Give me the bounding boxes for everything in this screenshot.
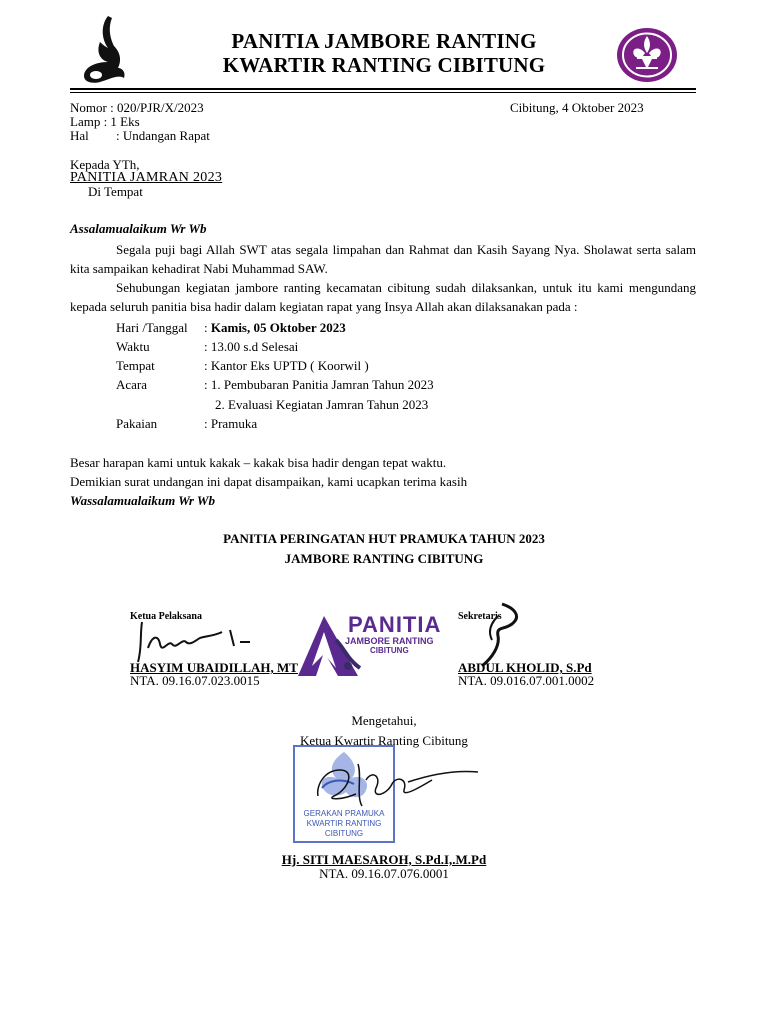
header-title-line2: KWARTIR RANTING CIBITUNG [222, 53, 546, 77]
right-signer-name: ABDUL KHOLID, S.Pd [458, 660, 592, 675]
detail-value-agenda-1: : 1. Pembubaran Panitia Jamran Tahun 2023 [204, 377, 434, 392]
farewell: Wassalamualaikum Wr Wb [70, 493, 215, 508]
greeting: Assalamualaikum Wr Wb [70, 221, 207, 236]
recipient-salutation: Kepada YTh, [70, 157, 140, 172]
recipient-place: Di Tempat [88, 184, 143, 199]
acknowledged-label: Mengetahui, [351, 713, 417, 728]
right-signature-icon [462, 602, 532, 668]
letter-subject-label: Hal [70, 128, 89, 143]
detail-value-agenda-2: 2. Evaluasi Kegiatan Jamran Tahun 2023 [215, 397, 429, 412]
stamp-gerakan-line2: KWARTIR RANTING [306, 819, 382, 828]
detail-value-date: : Kamis, 05 Oktober 2023 [204, 320, 346, 335]
right-signer-role: Sekretaris [458, 611, 502, 622]
right-signer-nta: NTA. 09.016.07.001.0002 [458, 673, 595, 688]
head-signer-nta: NTA. 09.16.07.076.0001 [319, 866, 449, 881]
left-signer-name: HASYIM UBAIDILLAH, MT [130, 660, 298, 675]
committee-line-1: PANITIA PERINGATAN HUT PRAMUKA TAHUN 2023 [223, 531, 545, 546]
stamp-panitia-sub2: CIBITUNG [370, 646, 409, 655]
letter-attachment: Lamp : 1 Eks [70, 114, 140, 129]
detail-label-time: Waktu [116, 339, 150, 354]
stamp-panitia-title: PANITIA [348, 612, 442, 637]
header-rule-thin [70, 92, 696, 93]
stamp-gerakan-line1: GERAKAN PRAMUKA [303, 809, 385, 818]
detail-value-attire: : Pramuka [204, 416, 258, 431]
recipient-name: PANITIA JAMRAN 2023 [70, 170, 223, 185]
detail-value-place: : Kantor Eks UPTD ( Koorwil ) [204, 358, 369, 373]
paragraph-2: Sehubungan kegiatan jambore ranting kecamatan cibitung sudah dilaksankan, untuk itu kami mengundang kepada seluruh panitia bisa hadir dalam kegiatan rapat yang Insya Allah akan dilaksanakan pada : [70, 280, 696, 314]
stamp-panitia-sub1: JAMBORE RANTING [345, 636, 434, 646]
letter-number: Nomor : 020/PJR/X/2023 [70, 100, 204, 115]
detail-label-date: Hari /Tanggal [116, 320, 188, 335]
committee-line-2: JAMBORE RANTING CIBITUNG [284, 551, 484, 566]
header-title-line1: PANITIA JAMBORE RANTING [231, 29, 537, 53]
detail-value-time: : 13.00 s.d Selesai [204, 339, 299, 354]
left-signer-nta: NTA. 09.16.07.023.0015 [130, 673, 260, 688]
letter-subject-value: : Undangan Rapat [116, 128, 210, 143]
tunas-kelapa-logo-icon [78, 12, 130, 86]
detail-label-agenda: Acara [116, 377, 148, 392]
header-rule-thick [70, 88, 696, 90]
head-signer-role: Ketua Kwartir Ranting Cibitung [300, 733, 468, 748]
detail-label-place: Tempat [116, 358, 155, 373]
head-signer-name: Hj. SITI MAESAROH, S.Pd.I,.M.Pd [281, 852, 487, 867]
left-signature-icon [130, 618, 270, 666]
closing-line-1: Besar harapan kami untuk kakak – kakak bisa hadir dengan tepat waktu. [70, 455, 447, 470]
stamp-gerakan-line3: CIBITUNG [324, 829, 364, 838]
closing-line-2: Demikian surat undangan ini dapat disampaikan, kami ucapkan terima kasih [70, 474, 468, 489]
left-signer-role: Ketua Pelaksana [130, 611, 202, 622]
paragraph-1: Segala puji bagi Allah SWT atas segala limpahan dan Rahmat dan Kasih Sayang Nya. Sholawat serta salam kita sampaikan kehadirat Nabi Muhammad SAW. [70, 242, 696, 276]
detail-label-attire: Pakaian [116, 416, 158, 431]
head-signature-icon [312, 756, 482, 816]
place-date: Cibitung, 4 Oktober 2023 [510, 100, 644, 115]
